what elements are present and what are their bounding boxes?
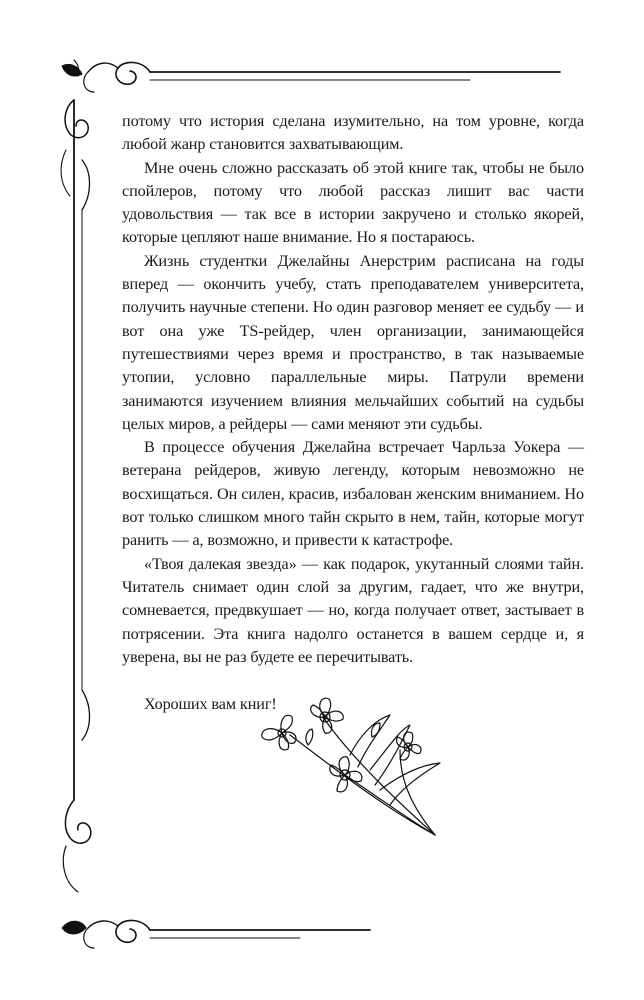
daffodil-bouquet-icon <box>250 695 450 845</box>
paragraph-1: потому что история сделана изумительно, на том уровне, когда любой жанр становится захватывающим. <box>122 112 584 154</box>
paragraph-5: «Твоя далекая звезда» — как подарок, укутанный слоями тайн. Читатель снимает один слой за другим, гадает, что же внутри, сомневается, предвкушает — но, когда получает ответ, застывает в потрясении. Эта книга надолго останется в вашем сердце и, я уверена, вы не раз будете ее перечитывать. <box>122 554 584 666</box>
closing-line: Хороших вам книг! <box>144 695 277 714</box>
paragraph-2: Мне очень сложно рассказать об этой книге так, чтобы не было спойлеров, потому что любой рассказ лишит вас части удовольствия — так все в истории закручено и столько якорей, которые цепляют наше внимание. Но я постараюсь. <box>122 158 584 247</box>
article-body <box>122 110 584 716</box>
paragraph-4: В процессе обучения Джелайна встречает Чарльза Уокера — ветерана рейдеров, живую легенду, которым невозможно не восхищаться. Он силен, красив, избалован женским вниманием. Но вот только слишком много тайн скрыто в нем, тайн, которые могут ранить — а, возможно, и привести к катастрофе. <box>122 438 584 550</box>
paragraph-3: Жизнь студентки Джелайны Анерстрим расписана на годы вперед — окончить учебу, стать преподавателем университета, получить научные степени. Но один разговор меняет ее судьбу — и вот она уже TS-рейдер, член организации, занимающейся путешествиями через время и пространство, в так называемые утопии, условно параллельные миры. Патрули времени занимаются изучением влияния мельчайших событий на судьбы целых миров, а рейдеры — сами меняют эти судьбы. <box>122 251 584 433</box>
